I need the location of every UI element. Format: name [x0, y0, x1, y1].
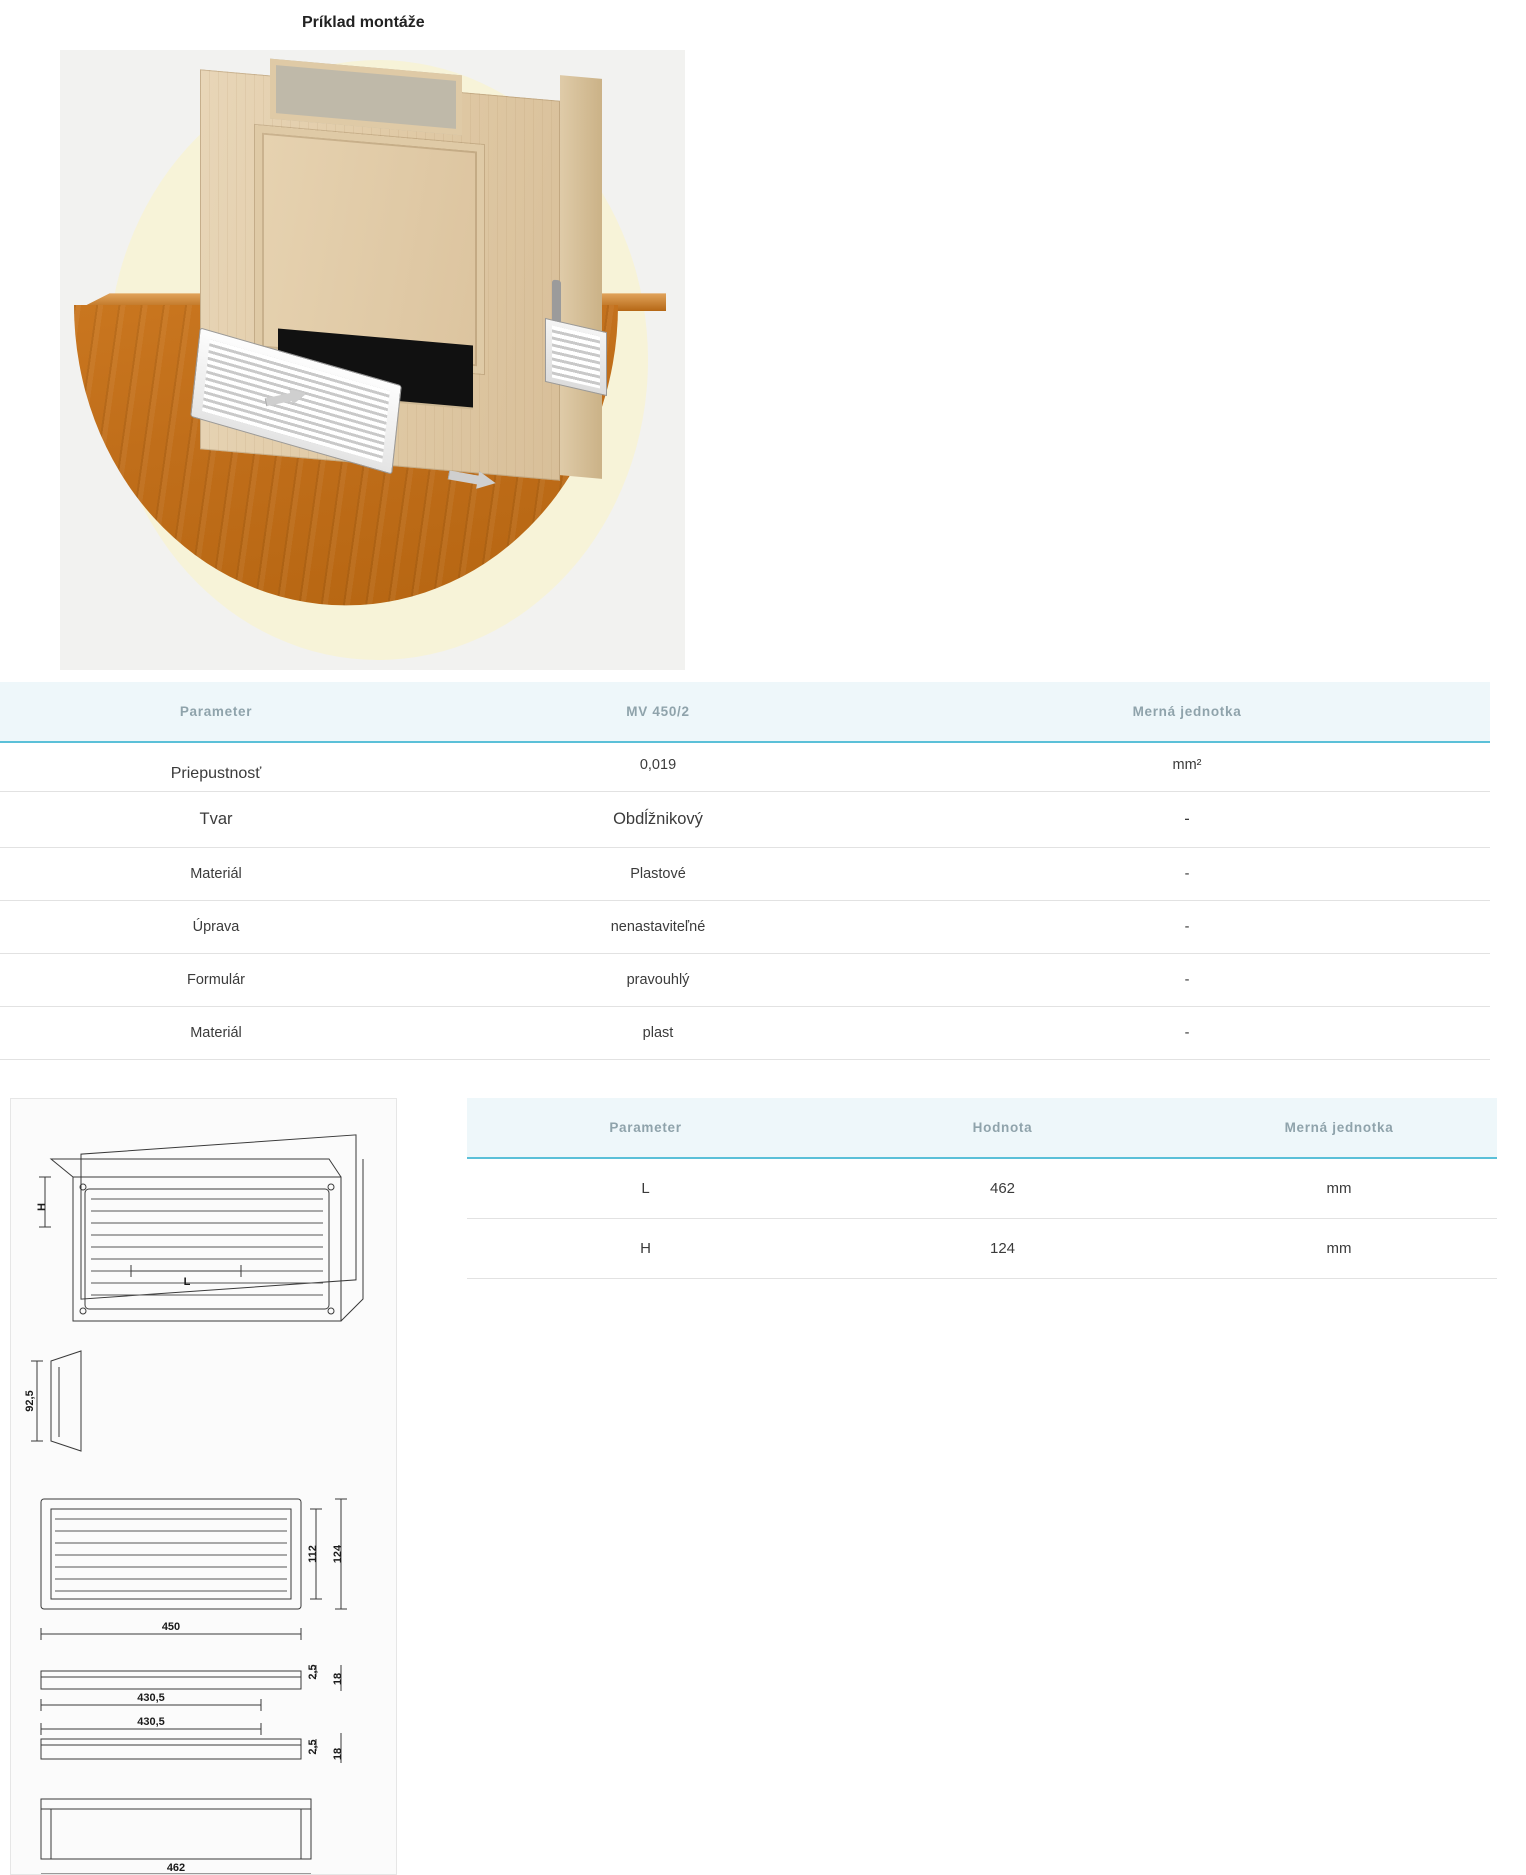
cell-unit: - — [884, 901, 1490, 954]
cell-parameter: Priepustnosť — [0, 742, 432, 792]
technical-drawing — [10, 1098, 397, 1875]
specification-table — [0, 682, 1490, 1060]
cell-unit: mm — [1181, 1158, 1497, 1219]
table-row — [467, 1158, 1497, 1219]
column-header-model: MV 450/2 — [432, 682, 884, 742]
cell-parameter: Materiál — [0, 1007, 432, 1060]
table-header-row — [0, 682, 1490, 742]
cell-value: pravouhlý — [432, 954, 884, 1007]
lower-section — [0, 1098, 1526, 1875]
table-row — [0, 1007, 1490, 1060]
cell-parameter: Úprava — [0, 901, 432, 954]
dim-label-h: H — [36, 1203, 48, 1212]
dim-label-18b: 18 — [332, 1748, 344, 1761]
dim-label-124: 124 — [332, 1545, 344, 1564]
dimension-table — [467, 1098, 1497, 1279]
dim-label-l: L — [183, 1276, 191, 1289]
dim-label-4305b: 430,5 — [137, 1716, 165, 1729]
column-header-parameter: Parameter — [467, 1098, 824, 1158]
cell-unit: mm² — [884, 742, 1490, 792]
table-row — [0, 742, 1490, 792]
dim-label-462: 462 — [166, 1862, 186, 1875]
dim-label-112: 112 — [307, 1545, 319, 1564]
column-header-value: Hodnota — [824, 1098, 1181, 1158]
cell-value: Plastové — [432, 848, 884, 901]
cell-value: 0,019 — [432, 742, 884, 792]
column-header-parameter: Parameter — [0, 682, 432, 742]
technical-drawing-svg — [11, 1099, 394, 1874]
cell-parameter: H — [467, 1219, 824, 1279]
cell-value: plast — [432, 1007, 884, 1060]
column-header-unit: Merná jednotka — [1181, 1098, 1497, 1158]
dim-label-25b: 2,5 — [307, 1739, 319, 1756]
door-jamb — [560, 76, 602, 480]
table-header-row — [467, 1098, 1497, 1158]
cell-value: Obdĺžnikový — [432, 792, 884, 848]
cell-unit: - — [884, 954, 1490, 1007]
column-header-unit: Merná jednotka — [884, 682, 1490, 742]
table-row — [0, 901, 1490, 954]
dimension-table-wrapper — [467, 1098, 1497, 1279]
cell-unit: - — [884, 848, 1490, 901]
cell-parameter: Tvar — [0, 792, 432, 848]
table-row — [0, 954, 1490, 1007]
table-row — [0, 848, 1490, 901]
install-example-title: Príklad montáže — [302, 14, 425, 31]
cell-value: 124 — [824, 1219, 1181, 1279]
table-row — [0, 792, 1490, 848]
install-example-image — [60, 50, 685, 670]
dim-label-18a: 18 — [332, 1673, 344, 1686]
cell-unit: - — [884, 1007, 1490, 1060]
cell-value: 462 — [824, 1158, 1181, 1219]
dim-label-depth: 92,5 — [24, 1390, 36, 1413]
cell-value: nenastaviteľné — [432, 901, 884, 954]
dim-label-25a: 2,5 — [307, 1664, 319, 1681]
dim-label-450: 450 — [161, 1621, 181, 1634]
cell-parameter: L — [467, 1158, 824, 1219]
cell-parameter: Materiál — [0, 848, 432, 901]
cell-unit: - — [884, 792, 1490, 848]
cell-unit: mm — [1181, 1219, 1497, 1279]
dim-label-4305a: 430,5 — [137, 1692, 165, 1705]
cell-parameter: Formulár — [0, 954, 432, 1007]
table-row — [467, 1219, 1497, 1279]
